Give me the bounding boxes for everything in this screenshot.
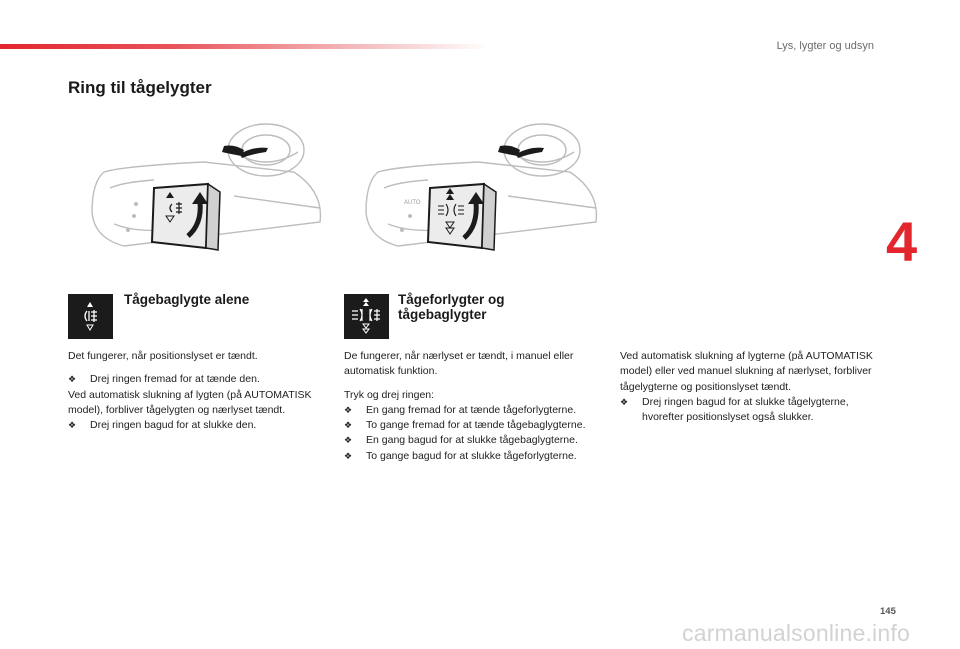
paragraph: Det fungerer, når positionslyset er tændt. [68,350,258,362]
bullet-icon: ❖ [68,374,77,385]
bullet-item: ❖ To gange bagud for at slukke tågeforlygterne. [344,449,594,464]
section-title: Lys, lygter og udsyn [776,40,874,52]
paragraph: De fungerer, når nærlyset er tændt, i manuel eller automatisk funktion. [344,350,574,378]
bullet-item: ❖ En gang fremad for at tænde tågeforlygterne. [344,403,594,418]
bullet-item: ❖ En gang bagud for at slukke tågebaglygterne. [344,433,594,448]
bullet-item: ❖ Drej ringen fremad for at tænde den. [68,372,323,387]
paragraph: Ved automatisk slukning af lygten (på AUTOMATISK model), forbliver tågelygten og nærlyset tændt. [68,388,312,416]
paragraph: Tryk og drej ringen: [344,388,435,401]
paragraph: Ved automatisk slukning af lygterne (på AUTOMATISK model) eller ved manuel slukning af nærlyset, forbliver tågelygterne og positionslyset tændt. [620,350,873,393]
auto-switch-off-text [620,349,878,425]
bullet-icon: ❖ [344,435,353,446]
rear-fog-lamp-icon [68,294,113,339]
rear-fog-text [68,349,323,433]
bullet-icon: ❖ [344,420,353,431]
bullet-icon: ❖ [344,404,353,415]
page-number: 145 [880,606,896,617]
bullet-item: ❖ Drej ringen bagud for at slukke tågelygterne, hvorefter positionslyset også slukker. [620,395,849,424]
front-and-rear-fog-lamp-icon [344,294,389,339]
auto-label: AUTO [404,200,421,206]
stalk-illustration-rear-fog [84,112,324,260]
watermark: carmanualsonline.info [682,620,910,646]
bullet-item: ❖ To gange fremad for at tænde tågebaglygterne. [344,418,594,433]
page-title: Ring til tågelygter [68,78,212,97]
front-rear-fog-heading: Tågeforlygter og tågebaglygter [398,292,505,322]
rear-fog-heading: Tågebaglygte alene [124,292,250,307]
header-accent-bar [0,44,490,49]
bullet-icon: ❖ [620,396,629,407]
bullet-icon: ❖ [68,420,77,431]
chapter-number: 4 [886,210,918,273]
bullet-icon: ❖ [344,450,353,461]
front-rear-fog-text [344,349,594,464]
stalk-illustration-front-rear-fog [358,112,600,260]
bullet-item: ❖ Drej ringen bagud for at slukke den. [68,418,323,433]
